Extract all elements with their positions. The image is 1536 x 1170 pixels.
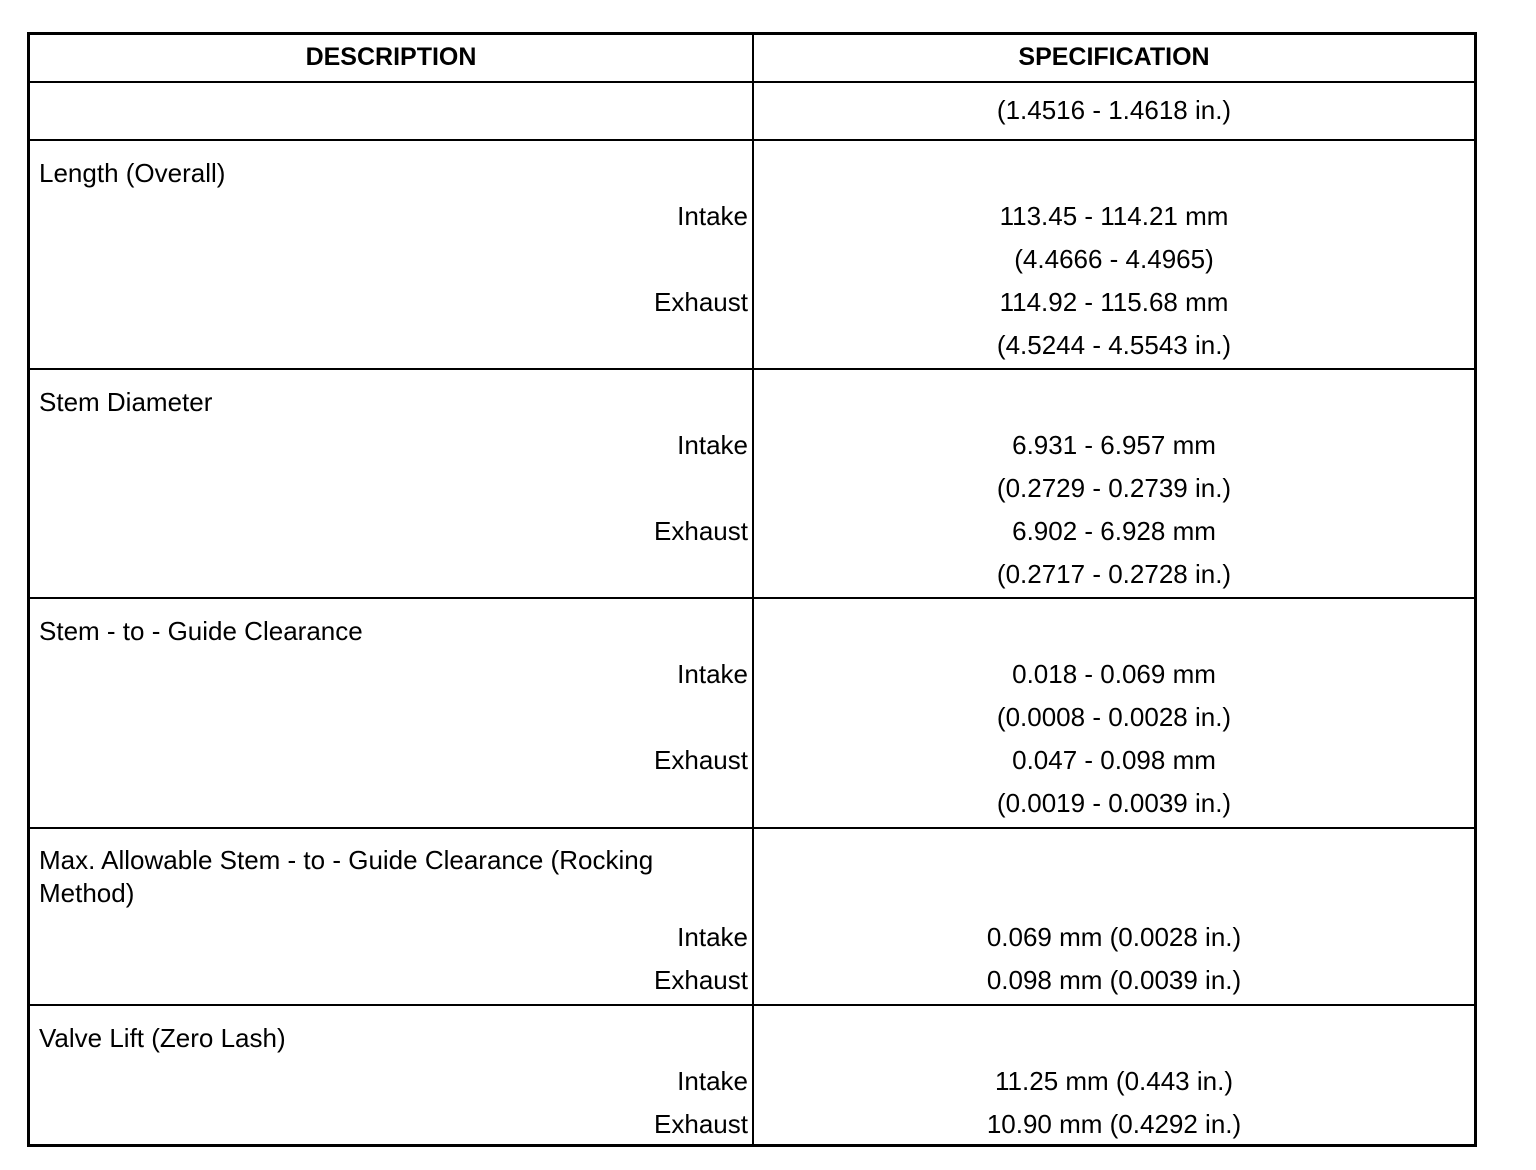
section-max-allowable-clearance [30,829,1474,1006]
exhaust-label: Exhaust [654,745,748,775]
section-title: Stem Diameter [39,387,213,417]
section-title: Max. Allowable Stem - to - Guide Clearance (Rocking Method) [39,845,654,908]
intake-label: Intake [677,922,748,952]
exhaust-label: Exhaust [654,516,748,546]
header-description: DESCRIPTION [305,43,477,71]
exhaust-label: Exhaust [654,1109,748,1139]
section-title: Valve Lift (Zero Lash) [39,1023,286,1053]
intake-value-inches: (0.2729 - 0.2739 in.) [996,473,1232,503]
intake-value: 0.069 mm (0.0028 in.) [986,922,1242,952]
section-title: Length (Overall) [39,158,226,188]
intake-value: 113.45 - 114.21 mm [999,201,1229,231]
exhaust-value: 10.90 mm (0.4292 in.) [986,1109,1242,1139]
section-stem-guide-clearance [30,599,1474,829]
exhaust-label: Exhaust [654,287,748,317]
intake-value: 11.25 mm (0.443 in.) [995,1066,1233,1096]
exhaust-value: 6.902 - 6.928 mm [1012,516,1216,546]
exhaust-value: 0.098 mm (0.0039 in.) [986,965,1242,995]
intake-label: Intake [677,659,748,689]
section-length-overall [30,141,1474,370]
header-row [30,35,1474,83]
intake-value: 6.931 - 6.957 mm [1012,430,1216,460]
section-valve-lift [30,1006,1474,1147]
exhaust-value-inches: (0.2717 - 0.2728 in.) [996,559,1232,589]
exhaust-value: 0.047 - 0.098 mm [1012,745,1216,775]
intake-label: Intake [677,201,748,231]
exhaust-value-inches: (4.5244 - 4.5543 in.) [996,330,1232,360]
intake-value-inches: (4.4666 - 4.4965) [1014,244,1214,274]
intake-label: Intake [677,1066,748,1096]
intake-value-inches: (0.0008 - 0.0028 in.) [996,702,1232,732]
valve-spec-table [27,32,1477,1147]
intake-label: Intake [677,430,748,460]
header-specification: SPECIFICATION [1018,43,1210,71]
intake-value: 0.018 - 0.069 mm [1012,659,1216,689]
continuation-row [30,83,1474,141]
exhaust-label: Exhaust [654,965,748,995]
section-stem-diameter [30,370,1474,599]
continuation-value: (1.4516 - 1.4618 in.) [996,95,1232,125]
section-title: Stem - to - Guide Clearance [39,616,363,646]
exhaust-value-inches: (0.0019 - 0.0039 in.) [996,788,1232,818]
exhaust-value: 114.92 - 115.68 mm [999,287,1229,317]
